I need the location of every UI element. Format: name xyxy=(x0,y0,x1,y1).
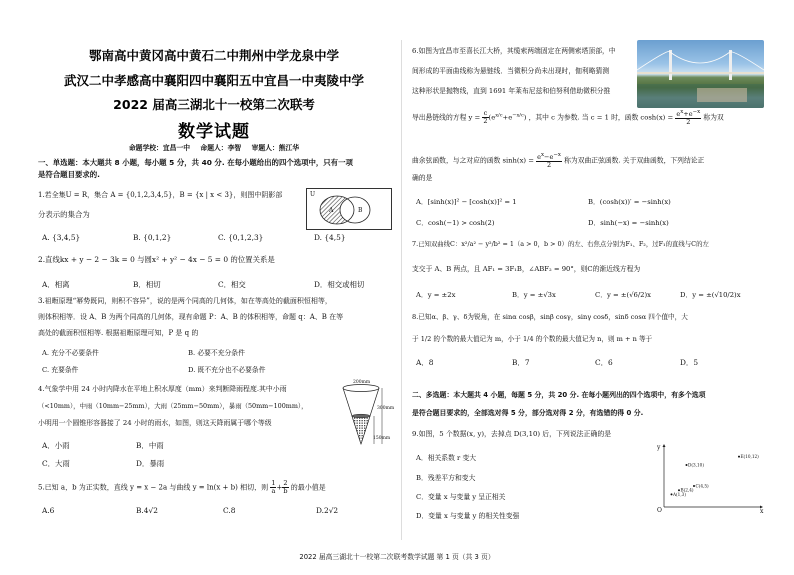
sinh-frac: $\frac{e^x-e^{-x}}{2}$ xyxy=(537,152,561,170)
q5-option-b: B.4√2 xyxy=(136,506,158,515)
q6-line-6: 确的是 xyxy=(412,174,433,182)
q3-option-b: B. 必要不充分条件 xyxy=(188,349,245,357)
schools-line-1: 鄂南高中黄冈高中黄石二中荆州中学龙泉中学 xyxy=(88,48,339,63)
q4-option-c: C．大雨 xyxy=(42,459,70,468)
section2-title-2: 是符合题目要求的，全部选对得 5 分，部分选对得 2 分，有选错的得 0 分. xyxy=(412,409,644,417)
q6-option-a: A．[sinh(x)]² − [cosh(x)]² = 1 xyxy=(416,198,517,206)
meta-reviewer: 审题人：熊江华 xyxy=(251,144,300,152)
origin-label: O xyxy=(657,507,662,514)
cone-label-top: 200mm xyxy=(353,380,371,385)
y-axis-label: y xyxy=(657,444,661,451)
catenary-frac: $\frac{c}{2}$ xyxy=(483,109,488,126)
q2-option-b: B．相切 xyxy=(133,280,161,289)
q3-line-1: 3.祖暅原理“幂势既同，则积不容异”，说的是两个同高的几何体，如在等高处的截面积恒相等， xyxy=(38,297,332,305)
subject-title: 数学试题 xyxy=(178,122,250,142)
q4-line-1: 4.气象学中用 24 小时内降水在平地上积水厚度（mm）来判断降雨程度.其中小雨 xyxy=(38,385,287,393)
cone-label-height: 300mm xyxy=(377,406,395,411)
q7-option-d: D．y = ±(√10/2)x xyxy=(680,291,741,299)
q4-option-a: A．小雨 xyxy=(42,441,70,450)
q5-option-a: A.6 xyxy=(42,506,55,515)
section1-title-2: 是符合题目要求的. xyxy=(38,170,100,179)
q1-option-c: C. {0,1,2,3} xyxy=(218,233,264,242)
q7-option-a: A．y = ±2x xyxy=(416,291,456,299)
scatter-label-2: C(4,5) xyxy=(695,483,709,489)
q8-option-b: B．7 xyxy=(512,358,530,367)
q6-line-4: 导出悬链线的方程 y = $\frac{c}{2}$ $(e^{x/c}+e^{-x/c})$ ，其中 c 为参数. 当 c = 1 时，函数 cosh(x) = $\frac{e^x+e^{-x}}{2}$ 称为双 xyxy=(412,109,724,127)
q2-option-d: D．相交或相切 xyxy=(314,280,365,289)
q3-line-3: 高处的截面积恒相等. 根据祖暅原理可知，P 是 q 的 xyxy=(38,329,199,337)
q6-line-2: 间形成的平面曲线称为悬链线．当微积分尚未出现时，伽利略猜测 xyxy=(412,67,610,75)
bridge-photo xyxy=(637,40,764,108)
q7-option-c: C．y = ±(√6/2)x xyxy=(595,291,651,299)
q6-option-b: B．(cosh(x))′ = −sinh(x) xyxy=(588,198,671,206)
q6-line-4-tail: 称为双 xyxy=(703,113,724,122)
x-axis-label: x xyxy=(760,508,764,515)
q3-option-c: C. 充要条件 xyxy=(42,366,79,374)
column-divider xyxy=(401,40,402,540)
q5-text-head: 5.已知 a，b 为正实数，直线 y = x − 2a 与曲线 y = ln(x + b) 相切，则 xyxy=(38,483,269,492)
q2-option-c: C．相交 xyxy=(218,280,246,289)
q4-option-b: B．中雨 xyxy=(136,441,164,450)
q2-option-a: A．相离 xyxy=(42,280,70,289)
q1-text-2: 分表示的集合为 xyxy=(38,210,90,219)
q3-option-a: A. 充分不必要条件 xyxy=(42,349,99,357)
bridge-svg xyxy=(637,40,764,108)
q9-option-c: C．变量 x 与变量 y 呈正相关 xyxy=(416,493,506,501)
scatter-svg xyxy=(652,443,764,513)
venn-label-a: A xyxy=(329,207,334,214)
q8-line-2: 于 1/2 的个数的最大值记为 m，小于 1/4 的个数的最大值记为 n，则 m + n 等于 xyxy=(412,335,653,343)
q1-option-d: D. {4,5} xyxy=(314,233,346,242)
q8-option-a: A．8 xyxy=(416,358,434,367)
q6-line-4-mid: ，其中 c 为参数. 当 c = 1 时，函数 cosh(x) = xyxy=(528,113,674,122)
meta-school: 命题学校：宜昌一中 xyxy=(128,144,191,152)
scatter-label-1: D(3,10) xyxy=(688,462,704,468)
venn-label-u: U xyxy=(310,191,316,198)
q5-option-d: D.2√2 xyxy=(316,506,339,515)
meta-author: 命题人：李智 xyxy=(200,144,242,152)
scatter-label-4: A(1,3) xyxy=(673,491,686,497)
q6-line-5-head: 曲余弦函数，与之对应的函数 sinh(x) = xyxy=(412,156,534,165)
q8-line-1: 8.已知α、β、γ、δ为锐角，在 sinα cosβ，sinβ cosγ，sinγ cosδ，sinδ cosα 四个值中，大 xyxy=(412,313,688,321)
q8-option-c: C．6 xyxy=(595,358,613,367)
q6-line-1: 6.如图为宜昌市至喜长江大桥，其缆索两端固定在两侧索塔顶部，中 xyxy=(412,47,616,55)
q5-option-c: C.8 xyxy=(223,506,236,515)
q6-line-5-tail: 称为双曲正弦函数. 关于双曲函数，下列结论正 xyxy=(564,156,705,165)
q3-option-d: D. 既不充分也不必要条件 xyxy=(188,366,266,374)
scatter-label-0: E(10,12) xyxy=(740,454,759,460)
exam-title: 2022 届高三湖北十一校第二次联考 xyxy=(113,97,315,112)
venn-svg xyxy=(307,189,391,229)
cone-figure xyxy=(339,380,395,448)
scatter-label-3: B(2,4) xyxy=(680,487,694,493)
q9-option-a: A．相关系数 r 变大 xyxy=(416,454,477,462)
venn-diagram xyxy=(306,188,392,230)
q7-option-b: B．y = ±√3x xyxy=(512,291,556,299)
q1-option-a: A. {3,4,5} xyxy=(42,233,81,242)
section1-title: 一、单选题：本大题共 8 小题，每小题 5 分，共 40 分. 在每小题给出的四个选项中，只有一项 xyxy=(38,158,353,167)
q5-frac-2: $\frac{2}{b}$ xyxy=(283,479,288,495)
q8-option-d: D．5 xyxy=(680,358,699,367)
q1-text: 1.若全集U = R，集合 A = {0,1,2,3,4,5}，B = {x | x < 3}，则图中阴影部 xyxy=(38,191,283,199)
q4-line-3: 小明用一个圆锥形容器接了 24 小时的雨水，如图，则这天降雨属于哪个等级 xyxy=(38,419,272,427)
page-footer: 2022 届高三湖北十一校第二次联考数学试题 第 1 页（共 3 页） xyxy=(299,553,495,561)
cosh-frac: $\frac{e^x+e^{-x}}{2}$ xyxy=(676,109,701,127)
q4-option-d: D．暴雨 xyxy=(136,459,165,468)
q5-text-tail: 的最小值是 xyxy=(290,483,326,492)
q6-line-5 xyxy=(412,152,704,169)
q4-line-2: （<10mm），中雨（10mm−25mm），大雨（25mm−50mm），暴雨（50mm−100mm）， xyxy=(38,402,308,410)
q5-text: 5.已知 a，b 为正实数，直线 y = x − 2a 与曲线 y = ln(x + b) 相切，则 $\frac{1}{a}$ + $\frac{2}{b}$ 的最小值是 xyxy=(38,479,326,495)
q5-frac-1: $\frac{1}{a}$ xyxy=(271,479,276,495)
schools-line-2: 武汉二中孝感高中襄阳四中襄阳五中宜昌一中夷陵中学 xyxy=(63,73,364,88)
q9-text: 9.如图，5 个数据(x, y)，去掉点 D(3,10) 后，下列说法正确的是 xyxy=(412,430,612,438)
q6-line-4-head: 导出悬链线的方程 y = xyxy=(412,113,481,122)
exam-meta xyxy=(38,142,390,152)
q9-option-b: B．残差平方和变大 xyxy=(416,474,476,482)
q6-option-c: C．cosh(−1) > cosh(2) xyxy=(416,219,495,227)
q9-scatter-plot xyxy=(652,443,764,513)
set-b-circle xyxy=(340,197,370,223)
q9-option-d: D．变量 x 与变量 y 的相关性变强 xyxy=(416,512,520,520)
q2-text: 2.直线kx + y − 2 − 3k = 0 与圆x² + y² − 4x − 5 = 0 的位置关系是 xyxy=(38,255,275,264)
cone-label-water: 150mm xyxy=(373,436,391,441)
q6-line-3: 这种形状是抛物线，直到 1691 年莱布尼兹和伯努利借助微积分推 xyxy=(412,87,611,95)
q3-line-2: 则体积相等．设 A、B 为两个同高的几何体，现有命题 P：A、B 的体积相等，命题 q：A、B 在等 xyxy=(38,313,344,321)
section2-title: 二、多选题：本大题共 4 小题，每题 5 分，共 20 分. 在每小题列出的四个选项中，有多个选项 xyxy=(412,391,706,399)
venn-label-b: B xyxy=(358,207,363,214)
q7-line-2: 支交于 A、B 两点，且 AF₁ = 3F₁B，∠ABF₂ = 90°，则C的渐近线方程为 xyxy=(412,265,641,273)
q6-option-d: D．sinh(−x) = −sinh(x) xyxy=(588,219,669,227)
q1-option-b: B. {0,1,2} xyxy=(133,233,172,242)
q7-line-1: 7.已知双曲线C：x²/a² − y²/b² = 1（a > 0，b > 0）的左、右焦点分别为F₁、F₂，过F₁的直线与C的左 xyxy=(412,240,709,248)
